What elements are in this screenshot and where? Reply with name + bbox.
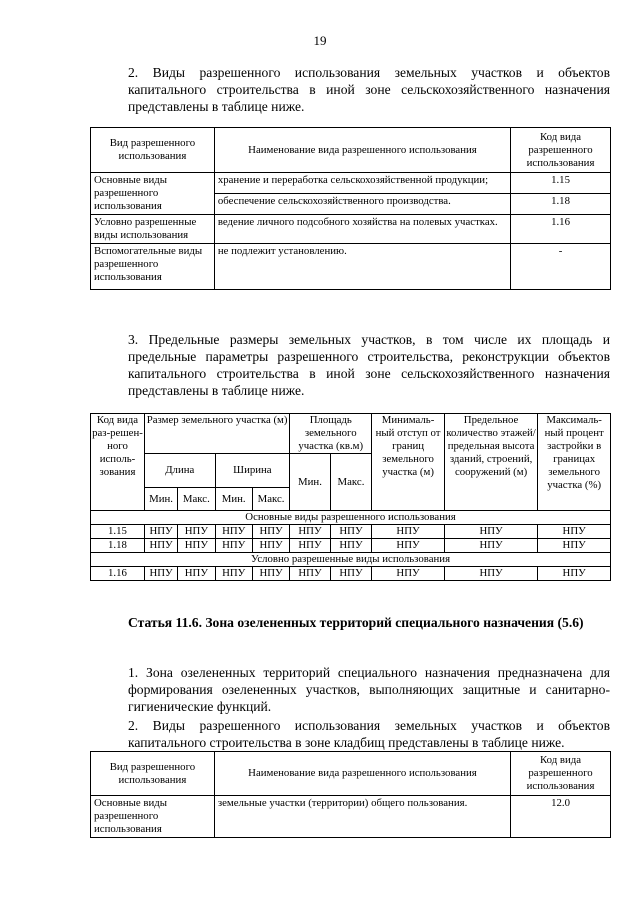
table-cell: НПУ [372,539,445,553]
table-cell: 1.18 [91,539,145,553]
table-cell: НПУ [372,567,445,581]
table-header-cell: Максималь-ный процент застройки в границах земельного участка (%) [538,414,611,511]
table-header-cell: Наименование вида разрешенного использования [214,752,510,796]
table-cell-use-code: 12.0 [511,796,611,838]
table-header-cell: Длина [144,454,215,488]
table-cell: НПУ [330,567,372,581]
table-cell-use-type: Основные виды разрешенного использования [91,173,215,215]
table-header-cell: Наименование вида разрешенного использования [214,128,510,173]
table-cell: НПУ [215,525,252,539]
table-cell: НПУ [538,525,611,539]
table-header-cell: Макс. [252,488,289,511]
table-cell: НПУ [444,525,537,539]
table-cell: НПУ [330,539,372,553]
table-header-cell: Мин. [290,454,330,511]
paragraph-zone-purpose [90,664,610,715]
table-header-cell: Мин. [215,488,252,511]
table-cell: НПУ [372,525,445,539]
table-cemetery-uses [90,751,611,838]
article-heading [90,614,610,632]
table-cell: НПУ [178,567,215,581]
heading-text: Статья 11.6. Зона озелененных территорий специального назначения (5.6) [128,615,584,630]
table-cell-use-code: 1.16 [511,215,611,244]
table-cell-use-code: 1.15 [511,173,611,194]
table-header-cell: Ширина [215,454,290,488]
table-cell: 1.16 [91,567,145,581]
table-cell-use-name: земельные участки (территории) общего пользования. [214,796,510,838]
table-header-cell: Код вида разрешенного использования [511,752,611,796]
table-cell-use-name: обеспечение сельскохозяйственного производства. [214,194,510,215]
table-cell-use-type: Основные виды разрешенного использования [91,796,215,838]
table-cell: НПУ [178,539,215,553]
table-row [91,525,611,539]
table-cell: НПУ [290,567,330,581]
table-cell-use-name: не подлежит установлению. [214,244,510,290]
table-cell: НПУ [538,539,611,553]
table-cell: НПУ [290,525,330,539]
table-section-row: Основные виды разрешенного использования [91,511,611,525]
table-cell: НПУ [252,539,289,553]
table-cell: НПУ [215,567,252,581]
table-header-cell: Код вида разрешенного использования [511,128,611,173]
table-cell: НПУ [444,567,537,581]
table-header-cell: Предельное количество этажей/ предельная высота зданий, строений, сооружений (м) [444,414,537,511]
table-header-cell: Вид разрешенного использования [91,752,215,796]
table-section-row: Условно разрешенные виды использования [91,553,611,567]
table-header-cell: Минималь-ный отступ от границ земельного участка (м) [372,414,445,511]
paragraph-zone-uses-intro [90,64,610,115]
table-header-cell: Макс. [330,454,372,511]
table-cell: НПУ [144,525,177,539]
table-header-cell: Мин. [144,488,177,511]
table-cell-use-code: - [511,244,611,290]
paragraph-text: 2. Виды разрешенного использования земельных участков и объектов капитального строительства в иной зоне сельскохозяйственного назначения представлены в таблице ниже. [128,65,610,114]
table-cell-use-code: 1.18 [511,194,611,215]
table-header-cell: Размер земельного участка (м) [144,414,289,454]
table-cell-use-type: Условно разрешенные виды использования [91,215,215,244]
table-cell-use-name: хранение и переработка сельскохозяйственной продукции; [214,173,510,194]
table-header-cell: Площадь земельного участка (кв.м) [290,414,372,454]
paragraph-limits-intro [90,331,610,399]
table-permitted-uses [90,127,611,290]
table-cell: НПУ [444,539,537,553]
table-row [91,539,611,553]
table-cell-use-name: ведение личного подсобного хозяйства на полевых участках. [214,215,510,244]
paragraph-text: 2. Виды разрешенного использования земельных участков и объектов капитального строительства в зоне кладбищ представлены в таблице ниже. [128,718,610,750]
table-header-cell: Вид разрешенного использования [91,128,215,173]
paragraph-text: 1. Зона озелененных территорий специального назначения предназначена для формирования озелененных участков, выполняющих защитные и санитарно-гигиенические функций. [128,665,610,714]
table-cell: НПУ [290,539,330,553]
table-row [91,567,611,581]
table-cell: НПУ [538,567,611,581]
table-cell: 1.15 [91,525,145,539]
table-cell: НПУ [144,539,177,553]
table-cell: НПУ [252,525,289,539]
table-cell: НПУ [252,567,289,581]
table-cell: НПУ [330,525,372,539]
table-cell: НПУ [178,525,215,539]
table-cell: НПУ [144,567,177,581]
table-size-limits [90,413,611,581]
table-cell: НПУ [215,539,252,553]
paragraph-cemetery-uses-intro [90,717,610,751]
table-cell-use-type: Вспомогательные виды разрешенного использования [91,244,215,290]
table-header-cell: Код вида раз-решен-ного исполь-зования [91,414,145,511]
paragraph-text: 3. Предельные размеры земельных участков, в том числе их площадь и предельные параметры разрешенного строительства, реконструкции объектов капитального строительства в иной зоне сельскохозяйственного назначения представлены в таблице ниже. [128,332,610,398]
page-number: 19 [313,33,327,48]
table-header-cell: Макс. [178,488,215,511]
